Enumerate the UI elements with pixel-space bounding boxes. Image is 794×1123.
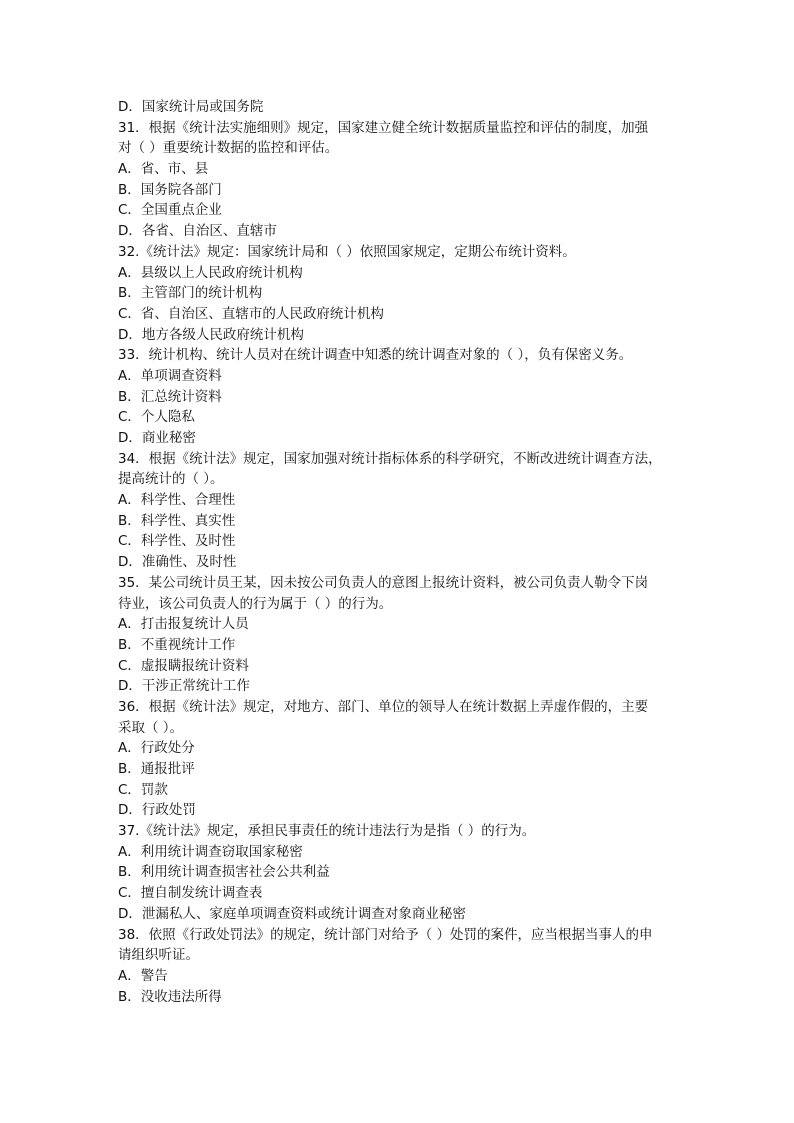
question-stem-line: 38．依照《行政处罚法》的规定，统计部门对给予（ ）处罚的案件，应当根据当事人的申 <box>118 926 653 943</box>
option-line: A．科学性、合理性 <box>118 492 236 509</box>
question-stem-line: 36．根据《统计法》规定，对地方、部门、单位的领导人在统计数据上弄虚作假的，主要 <box>118 698 649 715</box>
option-line: A．警告 <box>118 967 168 984</box>
question-block <box>118 573 678 697</box>
option-line: B．国务院各部门 <box>118 181 222 198</box>
option-line: B．科学性、真实性 <box>118 512 236 529</box>
option-line: B．利用统计调查损害社会公共利益 <box>118 864 330 881</box>
option-line: B．汇总统计资料 <box>118 388 222 405</box>
option-line: D．地方各级人民政府统计机构 <box>118 326 304 343</box>
question-stem-line: 37.《统计法》规定，承担民事责任的统计违法行为是指（ ）的行为。 <box>118 823 536 840</box>
option-line: C．罚款 <box>118 781 168 798</box>
option-line: A．单项调查资料 <box>118 367 222 384</box>
option-line: D．行政处罚 <box>118 802 196 819</box>
option-line: B．通报批评 <box>118 761 195 777</box>
option-line: C．全国重点企业 <box>118 202 222 219</box>
question-stem-line: 采取（ ）。 <box>118 719 184 736</box>
option-line: C．科学性、及时性 <box>118 533 236 550</box>
question-block <box>118 449 678 573</box>
option-line: B．没收违法所得 <box>118 988 222 1005</box>
option-line: C．个人隐私 <box>118 409 195 426</box>
option-line: C．擅自制发统计调查表 <box>118 885 263 902</box>
question-block <box>118 925 678 1008</box>
question-block <box>118 118 678 242</box>
question-block <box>118 242 678 345</box>
option-line: C．省、自治区、直辖市的人民政府统计机构 <box>118 305 384 322</box>
option-line: B．主管部门的统计机构 <box>118 285 263 302</box>
question-stem-line: 待业，该公司负责人的行为属于（ ）的行为。 <box>118 595 393 612</box>
document-body <box>118 97 678 1007</box>
option-line: B．不重视统计工作 <box>118 636 236 653</box>
question-stem-line: 33．统计机构、统计人员对在统计调查中知悉的统计调查对象的（ ），负有保密义务。 <box>118 347 633 364</box>
option-line: A．利用统计调查窃取国家秘密 <box>118 843 303 860</box>
option-line: A．打击报复统计人员 <box>118 616 249 633</box>
option-line: D．各省、自治区、直辖市 <box>118 223 277 240</box>
option-line: D．泄漏私人、家庭单项调查资料或统计调查对象商业秘密 <box>118 905 466 922</box>
question-stem-line: 提高统计的（ ）。 <box>118 471 224 488</box>
option-line: C．虚报瞒报统计资料 <box>118 657 249 674</box>
option-line: D．干涉正常统计工作 <box>118 678 250 695</box>
option-line: A．省、市、县 <box>118 161 209 178</box>
question-block <box>118 821 678 924</box>
option-line: D．准确性、及时性 <box>118 554 237 571</box>
question-stem-line: 34．根据《统计法》规定，国家加强对统计指标体系的科学研究，不断改进统计调查方法， <box>118 450 662 467</box>
question-block <box>118 345 678 448</box>
question-block <box>118 697 678 821</box>
question-stem-line: 35．某公司统计员王某，因未按公司负责人的意图上报统计资料，被公司负责人勒令下岗 <box>118 574 649 591</box>
question-stem-line: 31．根据《统计法实施细则》规定，国家建立健全统计数据质量监控和评估的制度，加强 <box>118 119 649 136</box>
option-line: D．商业秘密 <box>118 430 196 446</box>
question-stem-line: 对（ ）重要统计数据的监控和评估。 <box>118 140 339 157</box>
option-line: A．县级以上人民政府统计机构 <box>118 264 303 281</box>
option-line: A．行政处分 <box>118 740 195 757</box>
question-stem-line: 32.《统计法》规定：国家统计局和（ ）依照国家规定，定期公布统计资料。 <box>118 243 576 260</box>
question-stem-line: 请组织听证。 <box>118 947 199 964</box>
option-line: D．国家统计局或国务院 <box>118 99 264 115</box>
